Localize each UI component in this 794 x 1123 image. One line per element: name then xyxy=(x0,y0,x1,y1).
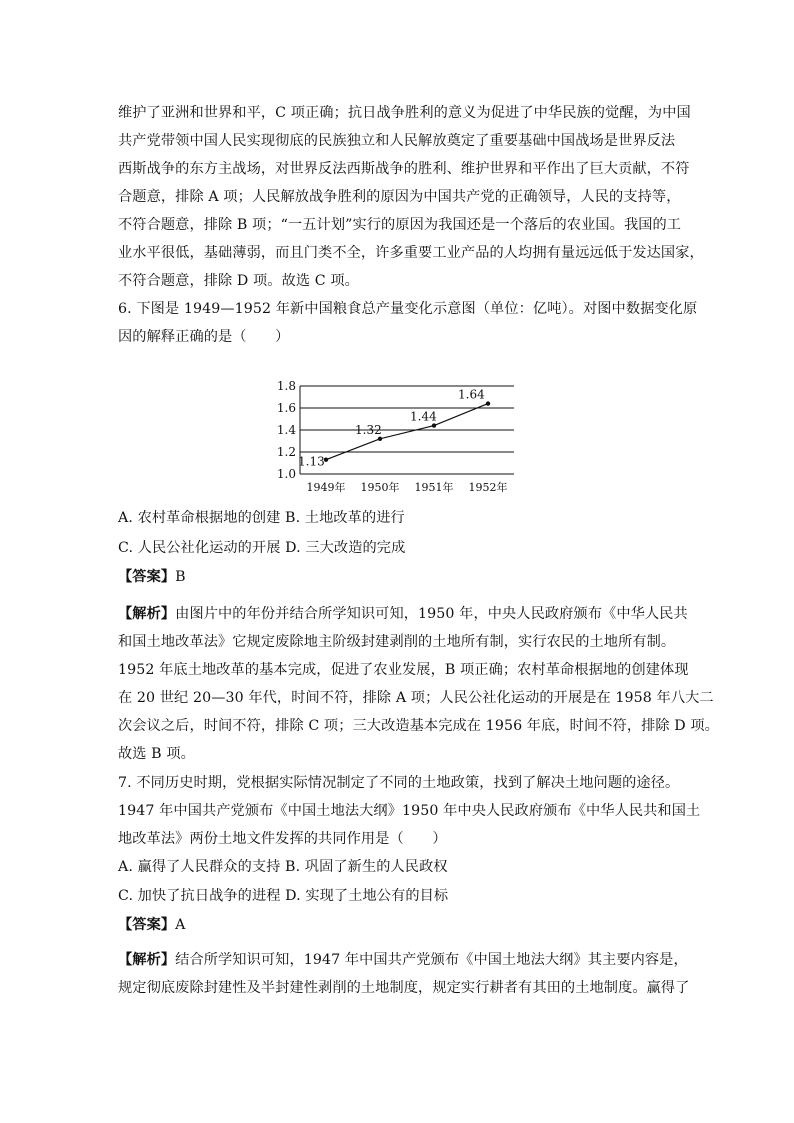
q6-options-line-1: A. 农村革命根据地的创建 B. 土地改革的进行 xyxy=(118,510,405,526)
x-tick-label: 1951年 xyxy=(414,481,454,494)
q6-analysis-line-5: 次会议之后，时间不符，排除 C 项；三大改造基本完成在 1956 年底，时间不符，排除 D 项。 xyxy=(118,718,719,734)
q7-stem-line-3: 地改革法》两份土地文件发挥的共同作用是（ ） xyxy=(118,831,447,847)
q6-answer-value: B xyxy=(175,569,186,585)
y-tick-label: 1.0 xyxy=(276,467,296,481)
q6-analysis-line-6: 故选 B 项。 xyxy=(118,746,195,762)
q6-answer-label: 【答案】 xyxy=(118,569,176,585)
y-tick-label: 1.6 xyxy=(276,401,296,415)
data-label: 1.64 xyxy=(458,387,485,402)
q7-options-line-1: A. 赢得了人民群众的支持 B. 巩固了新生的人民政权 xyxy=(118,859,448,875)
q6-answer xyxy=(118,567,186,587)
q6-analysis-line-1 xyxy=(118,604,688,624)
y-tick-label: 1.8 xyxy=(276,379,296,393)
intro-line-5: 不符合题意，排除 B 项；“一五计划”实行的原因为我国还是一个落后的农业国。我国的工 xyxy=(118,217,682,233)
y-tick-label: 1.2 xyxy=(276,445,296,459)
intro-line-6: 业水平很低，基础薄弱，而且门类不全，许多重要工业产品的人均拥有量远远低于发达国家， xyxy=(118,245,704,261)
q7-answer-label: 【答案】 xyxy=(118,917,176,933)
series-line xyxy=(326,404,488,460)
data-label: 1.44 xyxy=(410,409,437,424)
data-label: 1.32 xyxy=(355,422,382,437)
intro-line-3: 西斯战争的东方主战场，对世界反法西斯战争的胜利、维护世界和平作出了巨大贡献，不符 xyxy=(118,161,690,177)
x-tick-label: 1949年 xyxy=(306,481,346,494)
q7-stem-line-1: 7. 不同历史时期，党根据实际情况制定了不同的土地政策，找到了解决土地问题的途径。 xyxy=(118,775,680,791)
intro-line-2: 共产党带领中国人民实现彻底的民族独立和人民解放奠定了重要基础中国战场是世界反法 xyxy=(118,133,676,149)
q7-answer xyxy=(118,915,186,935)
x-tick-label: 1950年 xyxy=(360,481,400,494)
q7-analysis-text-1: 结合所学知识可知，1947 年中国共产党颁布《中国土地法大纲》其主要内容是， xyxy=(175,952,688,968)
q6-analysis-line-3: 1952 年底土地改革的基本完成，促进了农业发展，B 项正确；农村革命根据地的创建体现 xyxy=(118,662,689,678)
q7-stem-line-2: 1947 年中国共产党颁布《中国土地法大纲》1950 年中央人民政府颁布《中华人民共和国土 xyxy=(118,803,701,819)
q7-answer-value: A xyxy=(175,917,186,933)
q7-analysis-line-2: 规定彻底废除封建性及半封建性剥削的土地制度，规定实行耕者有其田的土地制度。赢得了 xyxy=(118,980,690,996)
intro-line-1: 维护了亚洲和世界和平，C 项正确；抗日战争胜利的意义为促进了中华民族的觉醒，为中国 xyxy=(118,105,691,121)
q6-analysis-line-2: 和国土地改革法》它规定废除地主阶级封建剥削的土地所有制，实行农民的土地所有制。 xyxy=(118,634,676,650)
q6-analysis-label: 【解析】 xyxy=(118,606,176,622)
y-tick-label: 1.4 xyxy=(276,423,296,437)
q6-analysis-text-1: 由图片中的年份并结合所学知识可知，1950 年，中央人民政府颁布《中华人民共 xyxy=(175,606,688,622)
intro-line-7: 不符合题意，排除 D 项。故选 C 项。 xyxy=(118,273,359,289)
q7-analysis-line-1 xyxy=(118,950,688,970)
q6-stem-line-1: 6. 下图是 1949—1952 年新中国粮食总产量变化示意图（单位：亿吨）。对图中数据变化原 xyxy=(118,301,698,317)
q6-stem-line-2: 因的解释正确的是（ ） xyxy=(118,329,290,345)
data-point xyxy=(486,401,490,405)
q7-options-line-2: C. 加快了抗日战争的进程 D. 实现了土地公有的目标 xyxy=(118,888,449,904)
data-point xyxy=(432,423,436,427)
x-tick-label: 1952年 xyxy=(468,481,508,494)
data-label: 1.13 xyxy=(298,454,325,469)
q6-analysis-line-4: 在 20 世纪 20—30 年代，时间不符，排除 A 项；人民公社化运动的开展是在 1958 年八大二 xyxy=(118,690,714,706)
grain-output-chart xyxy=(270,378,530,500)
data-point xyxy=(378,437,382,441)
q7-analysis-label: 【解析】 xyxy=(118,952,176,968)
q6-options-line-2: C. 人民公社化运动的开展 D. 三大改造的完成 xyxy=(118,540,406,556)
intro-line-4: 合题意，排除 A 项；人民解放战争胜利的原因为中国共产党的正确领导，人民的支持等， xyxy=(118,189,681,205)
